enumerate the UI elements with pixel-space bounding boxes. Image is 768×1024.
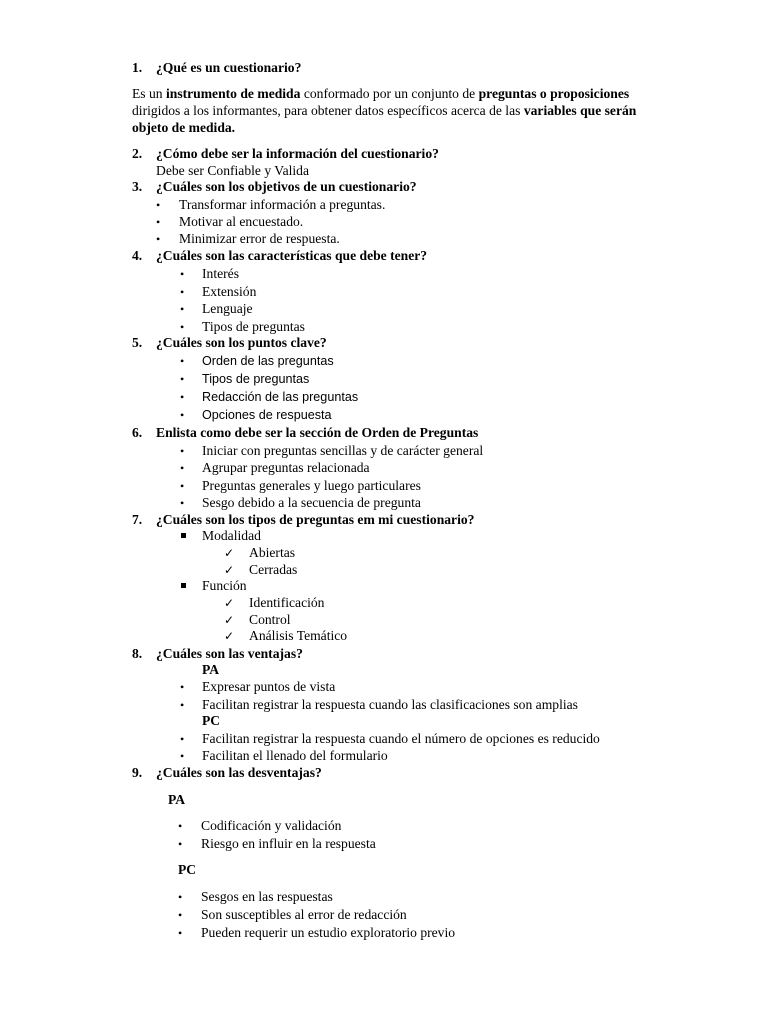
list-item: Análisis Temático bbox=[249, 628, 348, 643]
list-item: Minimizar error de respuesta. bbox=[179, 231, 340, 246]
bullet-icon: • bbox=[180, 408, 185, 422]
list-item: Extensión bbox=[202, 284, 257, 299]
list-item: Redacción de las preguntas bbox=[202, 390, 359, 404]
bullet-icon: • bbox=[180, 732, 185, 746]
list-item: Control bbox=[249, 612, 291, 627]
bullet-icon: • bbox=[180, 698, 185, 712]
answer-paragraph-line-2 bbox=[132, 103, 636, 119]
list-item: Pueden requerir un estudio exploratorio previo bbox=[201, 925, 456, 940]
answer-paragraph-line-3: objeto de medida. bbox=[132, 120, 236, 135]
list-item: Orden de las preguntas bbox=[202, 354, 334, 368]
list-item: Función bbox=[202, 578, 247, 593]
bold-text: preguntas o proposiciones bbox=[478, 86, 630, 101]
question-number: 8. bbox=[132, 646, 143, 661]
text: Es un bbox=[132, 86, 166, 101]
bullet-icon: • bbox=[178, 890, 183, 904]
bold-text: variables que serán bbox=[523, 103, 637, 118]
list-item: Iniciar con preguntas sencillas y de carácter general bbox=[202, 443, 484, 458]
answer-paragraph-line-1 bbox=[132, 86, 629, 102]
bullet-icon: • bbox=[180, 461, 185, 475]
checkmark-icon: ✓ bbox=[224, 596, 235, 610]
text: conformado por un conjunto de bbox=[300, 86, 479, 101]
bullet-icon: • bbox=[180, 354, 185, 368]
subheading-pc: PC bbox=[178, 862, 197, 877]
list-item: Sesgo debido a la secuencia de pregunta bbox=[202, 495, 421, 510]
checkmark-icon: ✓ bbox=[224, 613, 235, 627]
bullet-icon: • bbox=[180, 390, 185, 404]
list-item: Opciones de respuesta bbox=[202, 408, 332, 422]
list-item: Agrupar preguntas relacionada bbox=[202, 460, 370, 475]
list-item: Identificación bbox=[249, 595, 325, 610]
checkmark-icon: ✓ bbox=[224, 629, 235, 643]
list-item: Abiertas bbox=[249, 545, 296, 560]
square-bullet-icon bbox=[181, 533, 186, 538]
bullet-icon: • bbox=[178, 926, 183, 940]
list-item: Transformar información a preguntas. bbox=[179, 197, 386, 212]
text: dirigidos a los informantes, para obtener datos específicos acerca de las bbox=[132, 103, 524, 118]
list-item: Codificación y validación bbox=[201, 818, 342, 833]
list-item: Facilitan el llenado del formulario bbox=[202, 748, 388, 763]
list-item: Cerradas bbox=[249, 562, 298, 577]
bullet-icon: • bbox=[180, 320, 185, 334]
question-number: 1. bbox=[132, 60, 143, 75]
question-number: 9. bbox=[132, 765, 143, 780]
subheading-pa: PA bbox=[168, 792, 186, 807]
list-item: Tipos de preguntas bbox=[202, 372, 310, 386]
bullet-icon: • bbox=[180, 749, 185, 763]
bullet-icon: • bbox=[178, 837, 183, 851]
bullet-icon: • bbox=[180, 285, 185, 299]
list-item: Son susceptibles al error de redacción bbox=[201, 907, 407, 922]
subheading-pc: PC bbox=[202, 713, 221, 728]
list-item: Riesgo en influir en la respuesta bbox=[201, 836, 376, 851]
question-number: 6. bbox=[132, 425, 143, 440]
bullet-icon: • bbox=[156, 215, 161, 229]
bullet-icon: • bbox=[180, 267, 185, 281]
list-item: Motivar al encuestado. bbox=[179, 214, 304, 229]
question-title: ¿Cuáles son las desventajas? bbox=[156, 765, 322, 780]
list-item: Facilitan registrar la respuesta cuando las clasificaciones son amplias bbox=[202, 697, 578, 712]
list-item: Preguntas generales y luego particulares bbox=[202, 478, 421, 493]
question-title: ¿Cuáles son los puntos clave? bbox=[156, 335, 327, 350]
bullet-icon: • bbox=[180, 479, 185, 493]
list-item: Facilitan registrar la respuesta cuando el número de opciones es reducido bbox=[202, 731, 600, 746]
question-number: 5. bbox=[132, 335, 143, 350]
question-title: ¿Cuáles son los tipos de preguntas em mi cuestionario? bbox=[156, 512, 475, 527]
bullet-icon: • bbox=[180, 302, 185, 316]
bullet-icon: • bbox=[180, 496, 185, 510]
question-title: ¿Cuáles son los objetivos de un cuestionario? bbox=[156, 179, 417, 194]
list-item: Modalidad bbox=[202, 528, 261, 543]
list-item: Lenguaje bbox=[202, 301, 253, 316]
bullet-icon: • bbox=[156, 232, 161, 246]
bullet-icon: • bbox=[180, 680, 185, 694]
question-number: 4. bbox=[132, 248, 143, 263]
bullet-icon: • bbox=[180, 372, 185, 386]
bullet-icon: • bbox=[156, 198, 161, 212]
list-item: Expresar puntos de vista bbox=[202, 679, 336, 694]
bullet-icon: • bbox=[180, 444, 185, 458]
answer-text: Debe ser Confiable y Valida bbox=[156, 163, 310, 178]
question-title: ¿Cómo debe ser la información del cuestionario? bbox=[156, 146, 439, 161]
question-number: 7. bbox=[132, 512, 143, 527]
list-item: Tipos de preguntas bbox=[202, 319, 305, 334]
bold-text: instrumento de medida bbox=[165, 86, 301, 101]
question-number: 2. bbox=[132, 146, 143, 161]
question-number: 3. bbox=[132, 179, 143, 194]
checkmark-icon: ✓ bbox=[224, 546, 235, 560]
list-item: Interés bbox=[202, 266, 239, 281]
question-title: ¿Cuáles son las características que debe tener? bbox=[156, 248, 428, 263]
checkmark-icon: ✓ bbox=[224, 563, 235, 577]
question-title: ¿Cuáles son las ventajas? bbox=[156, 646, 303, 661]
subheading-pa: PA bbox=[202, 662, 220, 677]
question-title: ¿Qué es un cuestionario? bbox=[156, 60, 302, 75]
bullet-icon: • bbox=[178, 908, 183, 922]
square-bullet-icon bbox=[181, 583, 186, 588]
list-item: Sesgos en las respuestas bbox=[201, 889, 333, 904]
question-title: Enlista como debe ser la sección de Orden de Preguntas bbox=[156, 425, 479, 440]
bullet-icon: • bbox=[178, 819, 183, 833]
